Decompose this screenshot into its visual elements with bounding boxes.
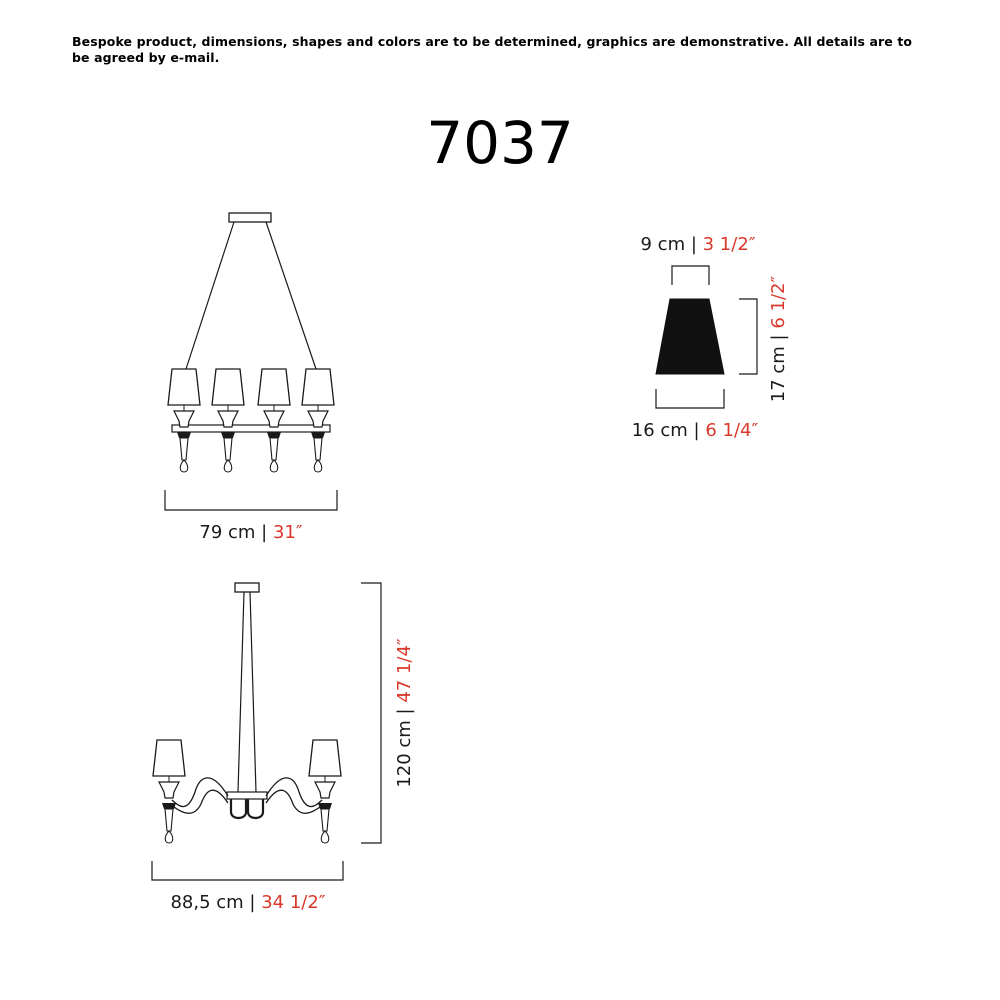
- side-hub: [227, 792, 267, 799]
- shade-silhouette: [656, 299, 724, 374]
- side-height-bracket: [361, 583, 381, 843]
- side-arm-left-inner: [170, 790, 228, 813]
- side-suspension-right: [250, 592, 256, 792]
- front-drop-4: [311, 432, 325, 472]
- shade-detail: [632, 234, 789, 441]
- front-lamp-1: [168, 369, 200, 427]
- front-drop-3: [267, 432, 281, 472]
- shade-bottom-bracket: [656, 389, 724, 408]
- front-drop-1: [177, 432, 191, 472]
- side-view: [152, 583, 415, 913]
- shade-top-label: 9 cm | 3 1/2″: [640, 234, 756, 255]
- side-arm-right: [266, 778, 322, 807]
- side-drop-left: [162, 803, 176, 843]
- side-width-label: 88,5 cm | 34 1/2″: [170, 892, 326, 913]
- disclaimer-text: Bespoke product, dimensions, shapes and colors are to be determined, graphics are demonstrative. All details are to be agreed by e-mail.: [72, 34, 913, 65]
- front-bar: [172, 425, 330, 432]
- model-number: 7037: [426, 109, 574, 177]
- front-width-bracket: [165, 490, 337, 510]
- front-lamp-3: [258, 369, 290, 427]
- shade-top-bracket: [672, 266, 709, 285]
- side-arm-right-inner: [266, 790, 324, 813]
- side-width-bracket: [152, 861, 343, 880]
- front-suspension-left: [186, 222, 234, 369]
- front-lamp-4: [302, 369, 334, 427]
- front-drop-2: [221, 432, 235, 472]
- front-width-label: 79 cm | 31″: [199, 522, 303, 543]
- front-canopy: [229, 213, 271, 222]
- side-suspension-left: [238, 592, 244, 792]
- front-lamp-2: [212, 369, 244, 427]
- side-arm-left: [172, 778, 228, 807]
- side-drop-right: [318, 803, 332, 843]
- shade-bottom-label: 16 cm | 6 1/4″: [631, 420, 759, 441]
- front-view: [165, 213, 337, 543]
- side-height-label: 120 cm | 47 1/4″: [394, 638, 415, 788]
- shade-height-label: 17 cm | 6 1/2″: [768, 275, 789, 403]
- side-hub-loops: [231, 799, 263, 818]
- side-lamp-left: [153, 740, 185, 798]
- front-suspension-right: [266, 222, 316, 369]
- side-canopy: [235, 583, 259, 592]
- shade-height-bracket: [739, 299, 757, 374]
- side-lamp-right: [309, 740, 341, 798]
